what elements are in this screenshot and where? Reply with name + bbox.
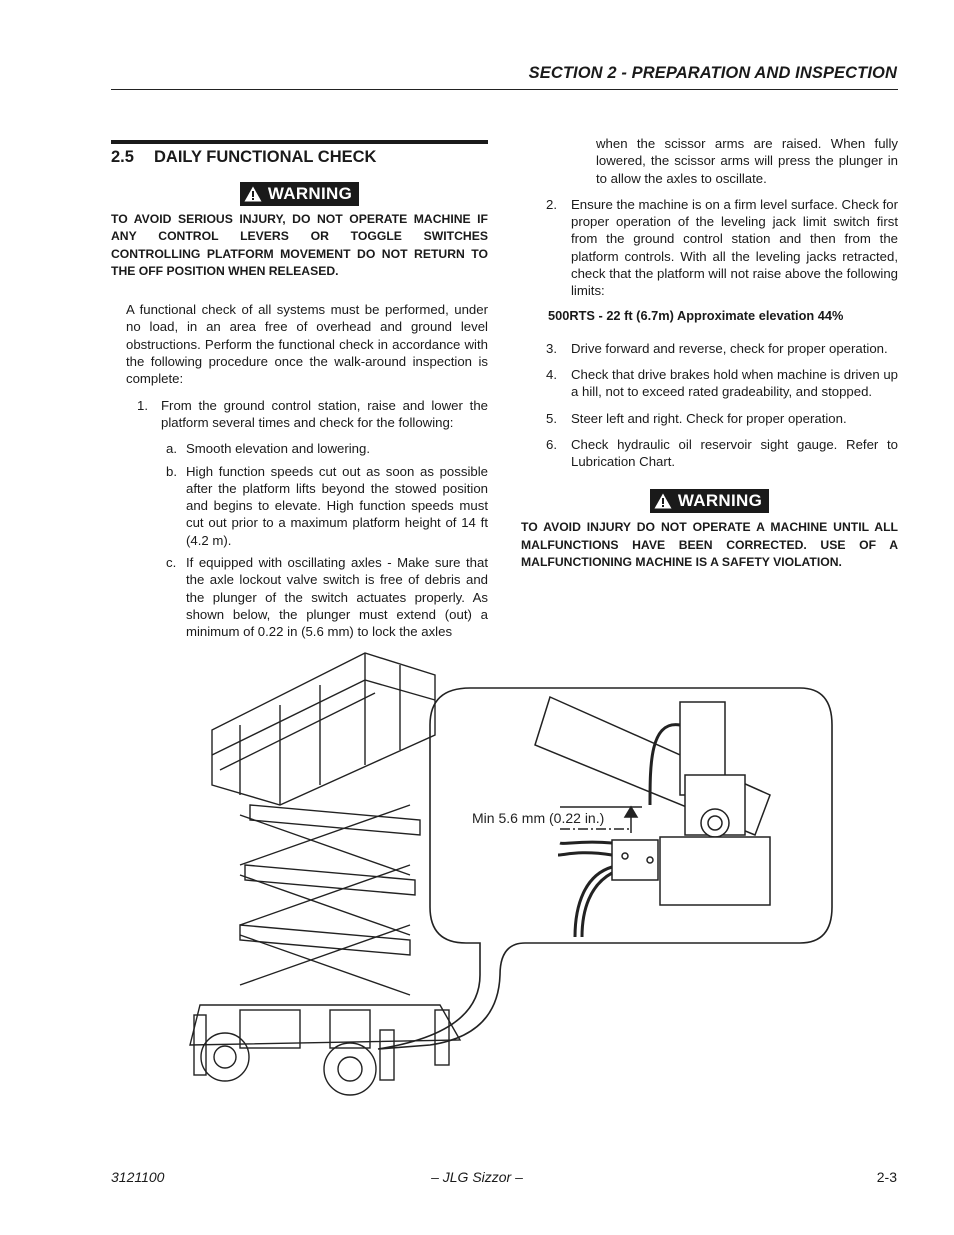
sub-a-marker: a.	[166, 441, 177, 457]
dimension-label: Min 5.6 mm (0.22 in.)	[472, 810, 605, 826]
step-2	[521, 196, 898, 300]
step-1-text: From the ground control station, raise and lower the platform several times and check for the following:	[161, 397, 488, 430]
step-5-text: Steer left and right. Check for proper operation.	[571, 410, 847, 426]
sub-item-b	[111, 463, 488, 549]
warning-text-2: TO AVOID INJURY DO NOT OPERATE A MACHINE UNTIL ALL MALFUNCTIONS HAVE BEEN CORRECTED. USE OF A MALFUNCTIONING MACHINE IS A SAFETY VIOLATION.	[521, 520, 898, 570]
step-6-number: 6.	[546, 436, 557, 452]
step-3-text: Drive forward and reverse, check for proper operation.	[571, 340, 888, 356]
heading-bar	[111, 140, 488, 144]
heading-number: 2.5	[111, 148, 134, 166]
sub-item-a	[111, 440, 488, 457]
sub-c-marker: c.	[166, 555, 177, 571]
sub-c-text: If equipped with oscillating axles - Make sure that the axle lockout valve switch is free of debris and the plunger of the switch actuates properly. As shown below, the plunger must extend (out) a minimum of 0.22 in (5.6 mm) to lock the axles	[186, 555, 488, 640]
sub-item-c	[111, 554, 488, 640]
left-column	[111, 140, 488, 641]
step-5	[521, 410, 898, 427]
footer-title: – JLG Sizzor –	[431, 1169, 523, 1185]
heading-title: DAILY FUNCTIONAL CHECK	[154, 148, 377, 166]
step-3	[521, 340, 898, 357]
scissor-lift-figure	[180, 645, 840, 1105]
footer-doc-number: 3121100	[111, 1169, 165, 1185]
warning-text: TO AVOID SERIOUS INJURY, DO NOT OPERATE MACHINE IF ANY CONTROL LEVERS OR TOGGLE SWITCHES CONTROLLING PLATFORM MOVEMENT DO NOT RETURN TO THE OFF POSITION WHEN RELEASED.	[111, 212, 488, 278]
header-rule	[111, 89, 898, 90]
warning-badge-2	[650, 489, 769, 513]
step-2-number: 2.	[546, 196, 557, 212]
warning-badge	[240, 182, 359, 206]
step-1-number: 1.	[137, 397, 148, 413]
right-column	[521, 135, 898, 571]
sub-b-marker: b.	[166, 463, 177, 479]
sub-c-continuation: when the scissor arms are raised. When fully lowered, the scissor arms will press the plunger in to allow the axles to oscillate.	[596, 136, 898, 186]
step-4	[521, 366, 898, 401]
intro-paragraph: A functional check of all systems must be performed, under no load, in an area free of overhead and ground level obstructions. Perform the functional check in accordance with the following procedure once the walk-around inspection is complete:	[126, 302, 488, 387]
warning-badge-wrap-1	[111, 182, 488, 207]
step-4-text: Check that drive brakes hold when machine is driven up a hill, not to exceed rated gradeability, and stopped.	[571, 366, 898, 400]
sub-b-text: High function speeds cut out as soon as possible after the platform lifts beyond the stowed position and begins to elevate. High function speeds must cut out prior to a maximum platform height of 14 ft (4.2 m).	[186, 463, 488, 548]
elevation-limit: 500RTS - 22 ft (6.7m) Approximate elevation 44%	[548, 307, 844, 323]
section-heading	[111, 148, 488, 167]
section-title: SECTION 2 - PREPARATION AND INSPECTION	[528, 64, 897, 82]
step-1	[111, 397, 488, 432]
step-2-text: Ensure the machine is on a firm level surface. Check for proper operation of the leveling jack limit switch first from the ground control station and then from the platform controls. With all the leveling jacks retracted, check that the platform will not raise above the following limits:	[571, 196, 898, 299]
sub-a-text: Smooth elevation and lowering.	[186, 441, 371, 457]
step-6	[521, 436, 898, 471]
warning-label: WARNING	[267, 184, 353, 203]
warning-triangle-icon	[654, 493, 672, 509]
step-5-number: 5.	[546, 410, 557, 426]
step-6-text: Check hydraulic oil reservoir sight gauge. Refer to Lubrication Chart.	[571, 436, 898, 470]
scissor-lift-drawing	[190, 653, 460, 1095]
warning-triangle-icon	[244, 186, 262, 202]
warning-label-2: WARNING	[677, 491, 763, 511]
warning-badge-wrap-2	[521, 489, 898, 514]
step-4-number: 4.	[546, 366, 557, 382]
detail-arm	[535, 697, 770, 905]
footer-page-number: 2-3	[876, 1169, 897, 1185]
step-3-number: 3.	[546, 340, 557, 356]
